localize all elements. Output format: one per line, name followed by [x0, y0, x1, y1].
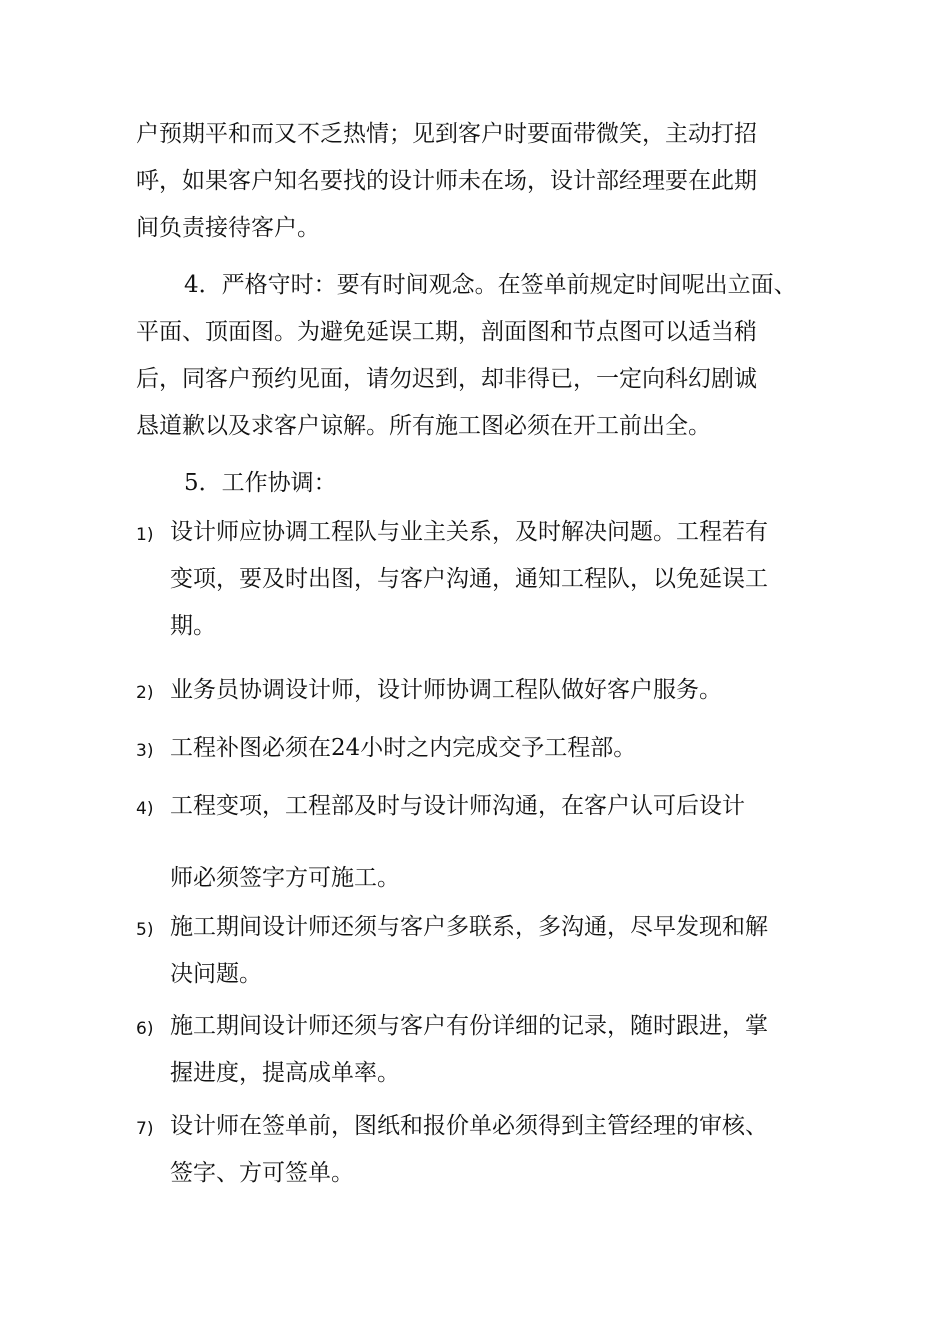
- text-line: 呼，如果客户知名要找的设计师未在场，设计部经理要在此期: [136, 168, 757, 194]
- list-item: [136, 509, 836, 659]
- text-line: 5．工作协调：: [184, 470, 337, 496]
- list-number: 5): [136, 920, 154, 940]
- text-line: 设计师在签单前，图纸和报价单必须得到主管经理的审核、: [170, 1113, 768, 1139]
- list-number: 2): [136, 683, 154, 703]
- list-item: [136, 904, 836, 1004]
- text-line: 期。: [170, 613, 216, 639]
- list-item-text: [170, 855, 830, 902]
- text-line: 施工期间设计师还须与客户有份详细的记录，随时跟进，掌: [170, 1013, 768, 1039]
- paragraph-reception: [136, 111, 826, 252]
- list-item-continuation: [136, 855, 836, 905]
- list-item: [136, 1003, 836, 1103]
- list-item: [136, 725, 836, 775]
- text-line: 平面、顶面图。为避免延误工期，剖面图和节点图可以适当稍: [136, 319, 757, 345]
- text-line: 设计师应协调工程队与业主关系，及时解决问题。工程若有: [170, 519, 768, 545]
- text-line: 工程变项，工程部及时与设计师沟通，在客户认可后设计: [170, 793, 745, 819]
- text-line: 户预期平和而又不乏热情；见到客户时要面带微笑，主动打招: [136, 121, 757, 147]
- list-item: [136, 667, 836, 717]
- text-line: 变项，要及时出图，与客户沟通，通知工程队，以免延误工: [170, 566, 768, 592]
- text-line: 握进度，提高成单率。: [170, 1060, 400, 1086]
- list-number: 4): [136, 799, 154, 819]
- text-line: 工程补图必须在24小时之内完成交予工程部。: [170, 735, 637, 761]
- text-line: 师必须签字方可施工。: [170, 865, 400, 891]
- list-item-text: [170, 1003, 830, 1097]
- list-item-text: [170, 667, 830, 714]
- text-line: 恳道歉以及求客户谅解。所有施工图必须在开工前出全。: [136, 413, 711, 439]
- list-number: 1): [136, 525, 154, 545]
- text-line: 施工期间设计师还须与客户多联系，多沟通，尽早发现和解: [170, 914, 768, 940]
- heading-work-coordination: [136, 460, 826, 507]
- list-item-text: [170, 509, 830, 650]
- text-line: 决问题。: [170, 961, 262, 987]
- text-line: 签字、方可签单。: [170, 1160, 354, 1186]
- list-item: [136, 1103, 836, 1203]
- list-number: 6): [136, 1019, 154, 1039]
- list-item-text: [170, 783, 830, 830]
- list-item: [136, 783, 836, 833]
- text-line: 间负责接待客户。: [136, 215, 320, 241]
- list-item-text: [170, 1103, 830, 1197]
- list-number: 3): [136, 741, 154, 761]
- text-line: 4．严格守时：要有时间观念。在签单前规定时间呢出立面、: [184, 272, 797, 298]
- list-item-text: [170, 725, 830, 772]
- list-item-text: [170, 904, 830, 998]
- list-number: 7): [136, 1119, 154, 1139]
- text-line: 业务员协调设计师，设计师协调工程队做好客户服务。: [170, 677, 722, 703]
- paragraph-punctuality: [136, 262, 826, 450]
- text-line: 后，同客户预约见面，请勿迟到，却非得已，一定向科幻剧诚: [136, 366, 757, 392]
